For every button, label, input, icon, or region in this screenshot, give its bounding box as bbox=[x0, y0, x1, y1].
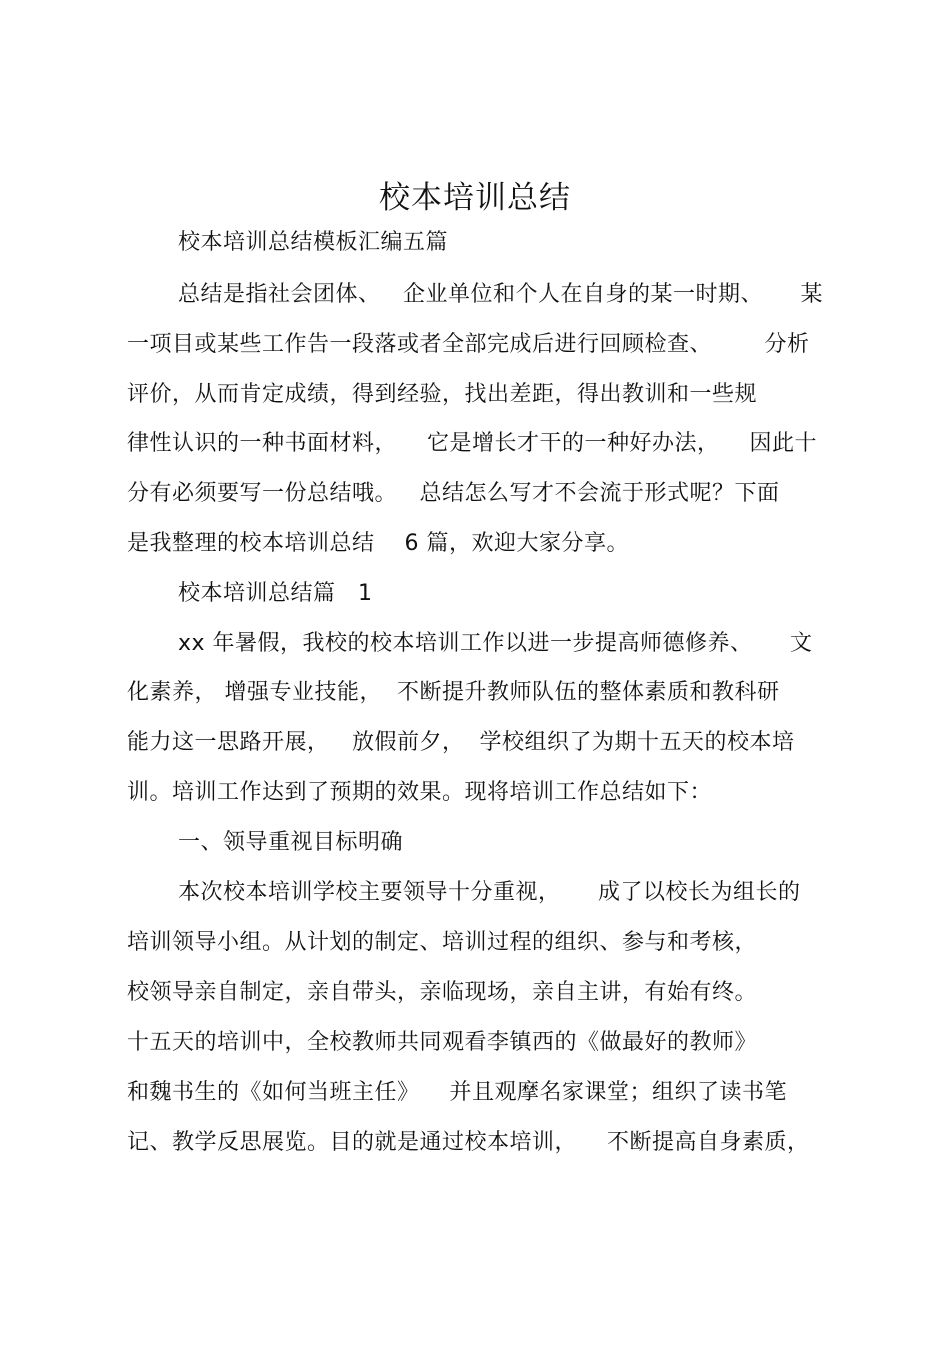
paragraph-line: 本次校本培训学校主要领导十分重视， 成了以校长为组长的 bbox=[178, 880, 801, 905]
paragraph-line: 十五天的培训中，全校教师共同观看李镇西的《做最好的教师》 bbox=[127, 1030, 758, 1055]
paragraph-line: 和魏书生的《如何当班主任》 并且观摩名家课堂；组织了读书笔 bbox=[127, 1080, 787, 1105]
paragraph-line: 能力这一思路开展， 放假前夕， 学校组织了为期十五天的校本培 bbox=[127, 730, 795, 755]
paragraph-line: 化素养， 增强专业技能， 不断提升教师队伍的整体素质和教科研 bbox=[127, 680, 780, 705]
paragraph-line: 训。培训工作达到了预期的效果。现将培训工作总结如下： bbox=[127, 780, 713, 805]
paragraph-line: 一项目或某些工作告一段落或者全部完成后进行回顾检查、 分析 bbox=[127, 332, 810, 357]
subtitle-line: 校本培训总结模板汇编五篇 bbox=[178, 230, 449, 255]
paragraph-line: 评价，从而肯定成绩，得到经验，找出差距，得出教训和一些规 bbox=[127, 382, 758, 407]
paragraph-line: 是我整理的校本培训总结 6 篇，欢迎大家分享。 bbox=[127, 531, 629, 556]
document-title: 校本培训总结 bbox=[379, 180, 571, 216]
paragraph-line: 培训领导小组。从计划的制定、培训过程的组织、参与和考核， bbox=[127, 930, 758, 955]
section-heading: 一、领导重视目标明确 bbox=[178, 830, 404, 855]
paragraph-line: 记、教学反思展览。目的就是通过校本培训， 不断提高自身素质， bbox=[127, 1130, 810, 1155]
paragraph-line: xx 年暑假，我校的校本培训工作以进一步提高师德修养、 文 bbox=[178, 631, 813, 656]
paragraph-line: 分有必须要写一份总结哦。 总结怎么写才不会流于形式呢？下面 bbox=[127, 481, 780, 506]
section-heading: 校本培训总结篇 1 bbox=[178, 581, 373, 606]
paragraph-line: 总结是指社会团体、 企业单位和个人在自身的某一时期、 某 bbox=[178, 282, 823, 307]
paragraph-line: 律性认识的一种书面材料， 它是增长才干的一种好办法， 因此十 bbox=[127, 431, 817, 456]
paragraph-line: 校领导亲自制定，亲自带头，亲临现场，亲自主讲，有始有终。 bbox=[127, 980, 758, 1005]
